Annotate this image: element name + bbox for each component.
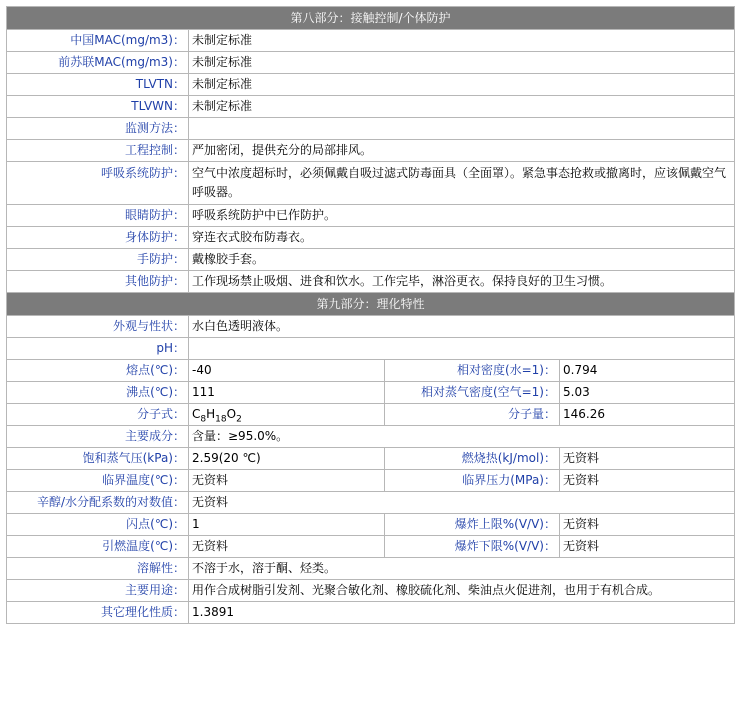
ussr-mac-label: 前苏联MAC(mg/m3)：: [7, 52, 189, 74]
row-ph: [7, 338, 735, 360]
row-melting-density: [7, 360, 735, 382]
row-formula-weight: [7, 404, 735, 426]
boiling-point-label: 沸点(℃)：: [7, 382, 189, 404]
formula-o-count: 2: [236, 414, 242, 425]
row-vapor-pressure-combustion: [7, 448, 735, 470]
relative-vapor-density-label: 相对蒸气密度(空气=1)：: [385, 382, 560, 404]
lower-explosive-limit-label: 爆炸下限%(V/V)：: [385, 536, 560, 558]
melting-point-label: 熔点(℃)：: [7, 360, 189, 382]
section8-header-row: [7, 7, 735, 30]
row-other-protection: [7, 271, 735, 293]
appearance-label: 外观与性状：: [7, 316, 189, 338]
boiling-point-value: 111: [189, 382, 385, 404]
ignition-temp-label: 引燃温度(℃)：: [7, 536, 189, 558]
other-protection-value: 工作现场禁止吸烟、进食和饮水。工作完毕，淋浴更衣。保持良好的卫生习惯。: [189, 271, 735, 293]
row-monitoring-method: [7, 118, 735, 140]
solubility-value: 不溶于水，溶于酮、烃类。: [189, 558, 735, 580]
row-respiratory-protection: [7, 162, 735, 205]
flash-point-label: 闪点(℃)：: [7, 514, 189, 536]
vapor-pressure-value: 2.59(20 ℃): [189, 448, 385, 470]
formula-label: 分子式：: [7, 404, 189, 426]
flash-point-value: 1: [189, 514, 385, 536]
molecular-weight-value: 146.26: [560, 404, 735, 426]
critical-pressure-label: 临界压力(MPa)：: [385, 470, 560, 492]
log-kow-label: 辛醇/水分配系数的对数值：: [7, 492, 189, 514]
ussr-mac-value: 未制定标准: [189, 52, 735, 74]
main-use-label: 主要用途：: [7, 580, 189, 602]
relative-vapor-density-value: 5.03: [560, 382, 735, 404]
row-solubility: [7, 558, 735, 580]
main-component-value: 含量：≥95.0%。: [189, 426, 735, 448]
main-component-label: 主要成分：: [7, 426, 189, 448]
row-eye-protection: [7, 205, 735, 227]
row-ussr-mac: [7, 52, 735, 74]
formula-value: [189, 404, 385, 426]
molecular-weight-label: 分子量：: [385, 404, 560, 426]
formula-c: C: [192, 407, 201, 421]
critical-temp-value: 无资料: [189, 470, 385, 492]
monitoring-method-value: [189, 118, 735, 140]
section8-title: 第八部分：接触控制/个体防护: [7, 7, 735, 30]
row-log-kow: [7, 492, 735, 514]
row-body-protection: [7, 227, 735, 249]
row-boiling-vapordensity: [7, 382, 735, 404]
msds-sheet: [6, 6, 734, 624]
section9-title: 第九部分：理化特性: [7, 293, 735, 316]
vapor-pressure-label: 饱和蒸气压(kPa)：: [7, 448, 189, 470]
formula-h-count: 18: [215, 414, 227, 425]
ignition-temp-value: 无资料: [189, 536, 385, 558]
upper-explosive-limit-value: 无资料: [560, 514, 735, 536]
eye-protection-value: 呼吸系统防护中已作防护。: [189, 205, 735, 227]
formula-o: O: [226, 407, 237, 421]
row-main-use: [7, 580, 735, 602]
formula-h: H: [206, 407, 216, 421]
tlvwn-label: TLVWN：: [7, 96, 189, 118]
log-kow-value: 无资料: [189, 492, 735, 514]
row-main-component: [7, 426, 735, 448]
china-mac-label: 中国MAC(mg/m3)：: [7, 30, 189, 52]
critical-pressure-value: 无资料: [560, 470, 735, 492]
body-protection-value: 穿连衣式胶布防毒衣。: [189, 227, 735, 249]
row-critical: [7, 470, 735, 492]
msds-table: [6, 6, 735, 624]
engineering-control-label: 工程控制：: [7, 140, 189, 162]
tlvtn-label: TLVTN：: [7, 74, 189, 96]
china-mac-value: 未制定标准: [189, 30, 735, 52]
relative-density-value: 0.794: [560, 360, 735, 382]
eye-protection-label: 眼睛防护：: [7, 205, 189, 227]
row-tlvtn: [7, 74, 735, 96]
melting-point-value: -40: [189, 360, 385, 382]
row-china-mac: [7, 30, 735, 52]
relative-density-label: 相对密度(水=1)：: [385, 360, 560, 382]
ph-value: [189, 338, 735, 360]
tlvtn-value: 未制定标准: [189, 74, 735, 96]
respiratory-protection-value: 空气中浓度超标时，必须佩戴自吸过滤式防毒面具（全面罩）。紧急事态抢救或撤离时，应该佩戴空气呼吸器。: [189, 162, 735, 205]
other-properties-value: 1.3891: [189, 602, 735, 624]
heat-of-combustion-value: 无资料: [560, 448, 735, 470]
appearance-value: 水白色透明液体。: [189, 316, 735, 338]
other-protection-label: 其他防护：: [7, 271, 189, 293]
engineering-control-value: 严加密闭，提供充分的局部排风。: [189, 140, 735, 162]
row-engineering-control: [7, 140, 735, 162]
monitoring-method-label: 监测方法：: [7, 118, 189, 140]
respiratory-protection-label: 呼吸系统防护：: [7, 162, 189, 205]
ph-label: pH：: [7, 338, 189, 360]
hand-protection-label: 手防护：: [7, 249, 189, 271]
row-ignition-lower: [7, 536, 735, 558]
row-hand-protection: [7, 249, 735, 271]
lower-explosive-limit-value: 无资料: [560, 536, 735, 558]
hand-protection-value: 戴橡胶手套。: [189, 249, 735, 271]
row-tlvwn: [7, 96, 735, 118]
critical-temp-label: 临界温度(℃)：: [7, 470, 189, 492]
upper-explosive-limit-label: 爆炸上限%(V/V)：: [385, 514, 560, 536]
row-appearance: [7, 316, 735, 338]
solubility-label: 溶解性：: [7, 558, 189, 580]
tlvwn-value: 未制定标准: [189, 96, 735, 118]
row-other-properties: [7, 602, 735, 624]
row-flash-upper: [7, 514, 735, 536]
other-properties-label: 其它理化性质：: [7, 602, 189, 624]
formula-c-count: 8: [200, 414, 207, 425]
main-use-value: 用作合成树脂引发剂、光聚合敏化剂、橡胶硫化剂、柴油点火促进剂，也用于有机合成。: [189, 580, 735, 602]
heat-of-combustion-label: 燃烧热(kJ/mol)：: [385, 448, 560, 470]
section9-header-row: [7, 293, 735, 316]
body-protection-label: 身体防护：: [7, 227, 189, 249]
